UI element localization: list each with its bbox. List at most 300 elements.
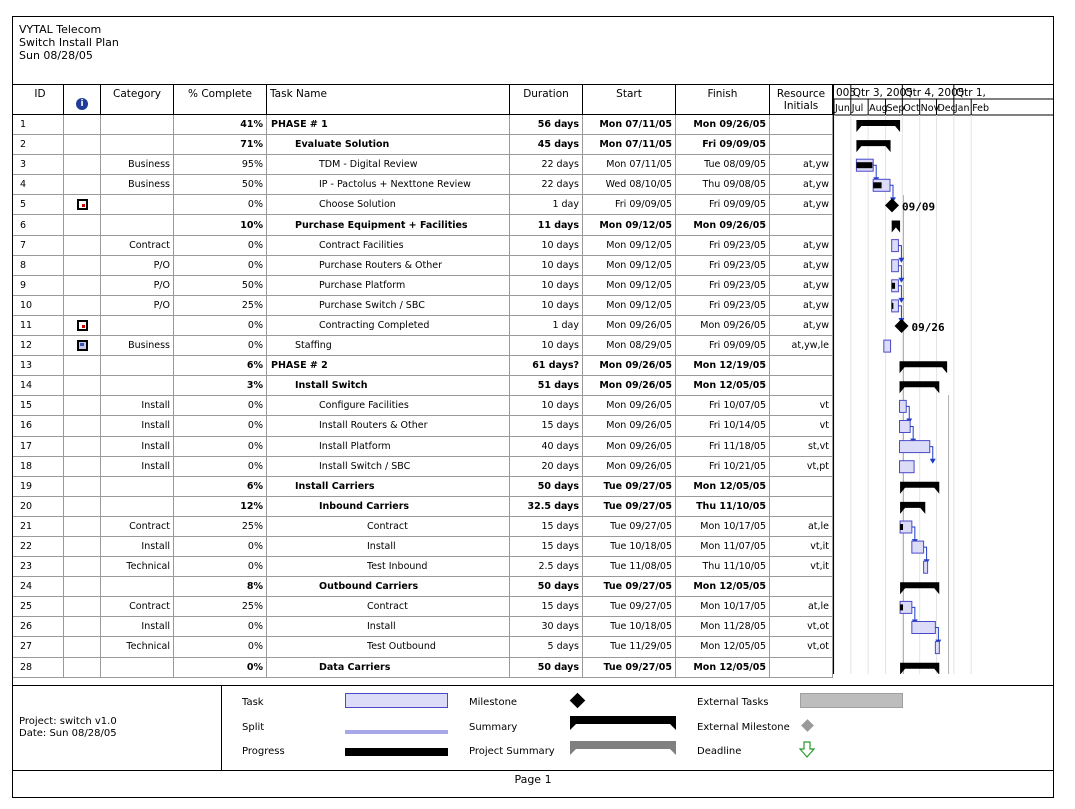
cell-id: 5 bbox=[13, 195, 64, 214]
cell-indicator bbox=[64, 155, 101, 174]
cell-duration: 45 days bbox=[510, 135, 583, 154]
cell-task-name[interactable]: Data Carriers bbox=[267, 658, 510, 677]
task-bar bbox=[935, 642, 939, 654]
cell-task-name[interactable]: Install bbox=[267, 617, 510, 636]
cell-category: Business bbox=[101, 175, 174, 194]
cell-start: Mon 09/26/05 bbox=[583, 457, 676, 476]
cell-id: 19 bbox=[13, 477, 64, 496]
cell-finish: Fri 10/21/05 bbox=[676, 457, 770, 476]
cell-resource bbox=[770, 477, 833, 496]
cell-percent: 0% bbox=[174, 658, 267, 677]
cell-id: 25 bbox=[13, 597, 64, 616]
cell-id: 11 bbox=[13, 316, 64, 335]
legend-milestone-label: Milestone bbox=[469, 697, 518, 708]
cell-category bbox=[101, 658, 174, 677]
cell-duration: 10 days bbox=[510, 396, 583, 415]
cell-percent: 50% bbox=[174, 175, 267, 194]
cell-percent: 0% bbox=[174, 236, 267, 255]
cell-start: Mon 07/11/05 bbox=[583, 115, 676, 134]
cell-finish: Fri 10/14/05 bbox=[676, 416, 770, 435]
task-bar bbox=[900, 461, 915, 473]
calendar-icon[interactable] bbox=[77, 340, 88, 351]
cell-finish: Fri 09/09/05 bbox=[676, 135, 770, 154]
cell-indicator bbox=[64, 517, 101, 536]
cell-indicator bbox=[64, 215, 101, 234]
cell-percent: 8% bbox=[174, 577, 267, 596]
cell-category: Install bbox=[101, 437, 174, 456]
cell-indicator bbox=[64, 195, 101, 214]
cell-resource bbox=[770, 115, 833, 134]
table-row[interactable] bbox=[13, 457, 833, 477]
cell-task-name[interactable]: Contracting Completed bbox=[267, 316, 510, 335]
cell-task-name[interactable]: Install Routers & Other bbox=[267, 416, 510, 435]
task-bar bbox=[892, 240, 899, 252]
task-progress bbox=[892, 303, 894, 309]
col-percent-complete[interactable]: % Complete bbox=[174, 85, 267, 114]
table-row[interactable] bbox=[13, 416, 833, 436]
cell-indicator bbox=[64, 477, 101, 496]
legend-task-label: Task bbox=[242, 697, 264, 708]
task-progress bbox=[900, 524, 903, 530]
task-progress bbox=[892, 283, 895, 289]
cell-start: Tue 10/18/05 bbox=[583, 617, 676, 636]
cell-resource bbox=[770, 577, 833, 596]
table-row[interactable] bbox=[13, 376, 833, 396]
table-row[interactable] bbox=[13, 276, 833, 296]
summary-bar bbox=[856, 120, 900, 132]
cell-id: 6 bbox=[13, 215, 64, 234]
cell-percent: 0% bbox=[174, 336, 267, 355]
cell-resource bbox=[770, 135, 833, 154]
col-resource-initials[interactable]: Resource Initials bbox=[770, 85, 833, 114]
cell-category bbox=[101, 135, 174, 154]
cell-percent: 0% bbox=[174, 416, 267, 435]
cell-start: Tue 11/08/05 bbox=[583, 557, 676, 576]
cell-percent: 0% bbox=[174, 457, 267, 476]
cell-indicator bbox=[64, 316, 101, 335]
table-row[interactable] bbox=[13, 658, 833, 678]
cell-percent: 25% bbox=[174, 597, 267, 616]
cell-indicator bbox=[64, 437, 101, 456]
cell-finish: Mon 11/28/05 bbox=[676, 617, 770, 636]
cell-task-name[interactable]: TDM - Digital Review bbox=[267, 155, 510, 174]
cell-id: 22 bbox=[13, 537, 64, 556]
table-row[interactable] bbox=[13, 477, 833, 497]
legend bbox=[13, 685, 1053, 771]
cell-resource: at,le bbox=[770, 597, 833, 616]
quarter-label: 005 bbox=[836, 87, 857, 99]
cell-duration: 1 day bbox=[510, 195, 583, 214]
cell-category bbox=[101, 497, 174, 516]
cell-finish: Fri 09/09/05 bbox=[676, 336, 770, 355]
cell-duration: 61 days? bbox=[510, 356, 583, 375]
cell-finish: Mon 12/19/05 bbox=[676, 356, 770, 375]
cell-id: 9 bbox=[13, 276, 64, 295]
cell-resource bbox=[770, 658, 833, 677]
cell-task-name[interactable]: Staffing bbox=[267, 336, 510, 355]
cell-indicator bbox=[64, 396, 101, 415]
cell-percent: 0% bbox=[174, 557, 267, 576]
cell-category: Install bbox=[101, 416, 174, 435]
table-row[interactable] bbox=[13, 537, 833, 557]
cell-category bbox=[101, 356, 174, 375]
table-row[interactable] bbox=[13, 296, 833, 316]
cell-id: 7 bbox=[13, 236, 64, 255]
legend-external-tasks-label: External Tasks bbox=[697, 697, 769, 708]
cell-duration: 50 days bbox=[510, 577, 583, 596]
cell-resource: at,le bbox=[770, 517, 833, 536]
cell-start: Mon 09/26/05 bbox=[583, 376, 676, 395]
cell-category bbox=[101, 215, 174, 234]
cell-id: 21 bbox=[13, 517, 64, 536]
cell-resource: at,yw bbox=[770, 175, 833, 194]
cell-percent: 71% bbox=[174, 135, 267, 154]
cell-start: Mon 09/12/05 bbox=[583, 236, 676, 255]
cell-category: Business bbox=[101, 336, 174, 355]
cell-finish: Tue 08/09/05 bbox=[676, 155, 770, 174]
cell-resource: vt,ot bbox=[770, 637, 833, 656]
cell-percent: 0% bbox=[174, 316, 267, 335]
task-bar bbox=[912, 541, 924, 553]
cell-indicator bbox=[64, 135, 101, 154]
cell-finish: Thu 11/10/05 bbox=[676, 557, 770, 576]
table-row[interactable] bbox=[13, 256, 833, 276]
cell-resource: vt,pt bbox=[770, 457, 833, 476]
cell-indicator bbox=[64, 537, 101, 556]
report-date: Sun 08/28/05 bbox=[19, 49, 93, 62]
cell-percent: 0% bbox=[174, 437, 267, 456]
cell-id: 1 bbox=[13, 115, 64, 134]
legend-milestone-swatch bbox=[570, 693, 586, 709]
info-icon: i bbox=[76, 98, 88, 110]
cell-duration: 51 days bbox=[510, 376, 583, 395]
cell-indicator bbox=[64, 457, 101, 476]
cell-finish: Fri 09/23/05 bbox=[676, 296, 770, 315]
cell-duration: 2.5 days bbox=[510, 557, 583, 576]
cell-id: 2 bbox=[13, 135, 64, 154]
legend-project-info bbox=[19, 716, 117, 740]
cell-resource: vt bbox=[770, 396, 833, 415]
cell-finish: Mon 12/05/05 bbox=[676, 477, 770, 496]
cell-indicator bbox=[64, 617, 101, 636]
month-label: Feb bbox=[972, 103, 990, 114]
task-rows bbox=[13, 115, 833, 678]
cell-start: Mon 09/26/05 bbox=[583, 416, 676, 435]
cell-start: Mon 09/12/05 bbox=[583, 256, 676, 275]
cell-category: Install bbox=[101, 617, 174, 636]
cell-task-name[interactable]: Evaluate Solution bbox=[267, 135, 510, 154]
milestone-diamond bbox=[885, 198, 899, 212]
cell-task-name[interactable]: IP - Pactolus + Nexttone Review bbox=[267, 175, 510, 194]
cell-id: 20 bbox=[13, 497, 64, 516]
task-bar bbox=[900, 421, 911, 433]
month-label: Jan bbox=[954, 103, 970, 114]
cell-category bbox=[101, 316, 174, 335]
cell-start: Mon 09/12/05 bbox=[583, 296, 676, 315]
cell-resource bbox=[770, 356, 833, 375]
cell-resource: at,yw,le bbox=[770, 336, 833, 355]
cell-duration: 15 days bbox=[510, 517, 583, 536]
cell-category bbox=[101, 115, 174, 134]
cell-indicator bbox=[64, 597, 101, 616]
cell-start: Mon 08/29/05 bbox=[583, 336, 676, 355]
cell-duration: 30 days bbox=[510, 617, 583, 636]
task-bar bbox=[912, 622, 936, 634]
task-progress bbox=[856, 162, 872, 168]
note-icon[interactable] bbox=[77, 320, 88, 331]
task-bar bbox=[900, 441, 930, 453]
cell-id: 17 bbox=[13, 437, 64, 456]
cell-task-name[interactable]: Purchase Equipment + Facilities bbox=[267, 215, 510, 234]
cell-indicator bbox=[64, 356, 101, 375]
quarter-label: Qtr 3, 2005 bbox=[852, 87, 913, 99]
table-row[interactable] bbox=[13, 215, 833, 235]
table-row[interactable] bbox=[13, 497, 833, 517]
cell-category: Install bbox=[101, 396, 174, 415]
cell-task-name[interactable]: Outbound Carriers bbox=[267, 577, 510, 596]
table-row[interactable] bbox=[13, 316, 833, 336]
cell-percent: 25% bbox=[174, 296, 267, 315]
table-row[interactable] bbox=[13, 175, 833, 195]
cell-category: P/O bbox=[101, 276, 174, 295]
cell-id: 3 bbox=[13, 155, 64, 174]
cell-finish: Fri 09/09/05 bbox=[676, 195, 770, 214]
col-id[interactable]: ID bbox=[13, 85, 64, 114]
legend-date: Date: Sun 08/28/05 bbox=[19, 728, 117, 739]
milestone-label: 09/09 bbox=[902, 200, 936, 214]
task-table bbox=[13, 84, 833, 678]
cell-task-name[interactable]: Install Platform bbox=[267, 437, 510, 456]
cell-start: Mon 09/12/05 bbox=[583, 215, 676, 234]
month-label: Nov bbox=[920, 103, 940, 114]
cell-id: 13 bbox=[13, 356, 64, 375]
cell-percent: 0% bbox=[174, 256, 267, 275]
cell-percent: 0% bbox=[174, 396, 267, 415]
task-bar bbox=[884, 340, 891, 352]
cell-resource: at,yw bbox=[770, 195, 833, 214]
cell-duration: 15 days bbox=[510, 537, 583, 556]
cell-finish: Mon 10/17/05 bbox=[676, 517, 770, 536]
col-start[interactable]: Start bbox=[583, 85, 676, 114]
cell-percent: 95% bbox=[174, 155, 267, 174]
dependency-arrowhead bbox=[930, 459, 936, 464]
cell-resource: vt bbox=[770, 416, 833, 435]
cell-task-name[interactable]: Install Switch bbox=[267, 376, 510, 395]
cell-category bbox=[101, 376, 174, 395]
cell-task-name[interactable]: Contract bbox=[267, 597, 510, 616]
cell-start: Tue 09/27/05 bbox=[583, 577, 676, 596]
cell-resource: vt,it bbox=[770, 557, 833, 576]
cell-percent: 6% bbox=[174, 356, 267, 375]
legend-deadline-label: Deadline bbox=[697, 746, 742, 757]
table-row[interactable] bbox=[13, 597, 833, 617]
table-row[interactable] bbox=[13, 637, 833, 657]
col-finish[interactable]: Finish bbox=[676, 85, 770, 114]
cell-duration: 50 days bbox=[510, 658, 583, 677]
table-row[interactable] bbox=[13, 517, 833, 537]
cell-category: P/O bbox=[101, 256, 174, 275]
quarter-label: Qtr 1, bbox=[955, 87, 986, 99]
cell-indicator bbox=[64, 276, 101, 295]
cell-task-name[interactable]: Test Inbound bbox=[267, 557, 510, 576]
cell-start: Mon 09/26/05 bbox=[583, 437, 676, 456]
cell-percent: 50% bbox=[174, 276, 267, 295]
cell-finish: Mon 09/26/05 bbox=[676, 215, 770, 234]
cell-percent: 25% bbox=[174, 517, 267, 536]
note-icon[interactable] bbox=[77, 199, 88, 210]
legend-project-summary-swatch bbox=[570, 741, 676, 757]
table-row[interactable] bbox=[13, 195, 833, 215]
cell-start: Tue 09/27/05 bbox=[583, 477, 676, 496]
legend-split-swatch bbox=[345, 730, 448, 734]
cell-task-name[interactable]: Install bbox=[267, 537, 510, 556]
cell-finish: Fri 09/23/05 bbox=[676, 276, 770, 295]
cell-resource: at,yw bbox=[770, 316, 833, 335]
cell-duration: 22 days bbox=[510, 175, 583, 194]
milestone-label: 09/26 bbox=[911, 321, 945, 334]
cell-id: 12 bbox=[13, 336, 64, 355]
col-category[interactable]: Category bbox=[101, 85, 174, 114]
cell-duration: 10 days bbox=[510, 236, 583, 255]
cell-percent: 0% bbox=[174, 637, 267, 656]
table-row[interactable] bbox=[13, 617, 833, 637]
cell-duration: 10 days bbox=[510, 336, 583, 355]
table-row[interactable] bbox=[13, 336, 833, 356]
cell-id: 8 bbox=[13, 256, 64, 275]
cell-id: 28 bbox=[13, 658, 64, 677]
cell-resource bbox=[770, 497, 833, 516]
month-label: Oct bbox=[903, 103, 920, 114]
task-progress bbox=[873, 182, 881, 188]
cell-indicator bbox=[64, 637, 101, 656]
task-bar bbox=[892, 260, 899, 272]
cell-category: Contract bbox=[101, 517, 174, 536]
month-label: Aug bbox=[869, 103, 888, 114]
cell-indicator bbox=[64, 236, 101, 255]
cell-indicator bbox=[64, 416, 101, 435]
cell-category: Install bbox=[101, 457, 174, 476]
cell-duration: 32.5 days bbox=[510, 497, 583, 516]
cell-percent: 0% bbox=[174, 195, 267, 214]
task-progress bbox=[900, 604, 903, 610]
deadline-arrow-icon bbox=[799, 741, 815, 759]
cell-finish: Mon 09/26/05 bbox=[676, 115, 770, 134]
cell-percent: 41% bbox=[174, 115, 267, 134]
cell-duration: 10 days bbox=[510, 256, 583, 275]
cell-task-name[interactable]: Contract Facilities bbox=[267, 236, 510, 255]
table-row[interactable] bbox=[13, 135, 833, 155]
table-row[interactable] bbox=[13, 155, 833, 175]
cell-percent: 3% bbox=[174, 376, 267, 395]
cell-resource: st,vt bbox=[770, 437, 833, 456]
cell-category: Technical bbox=[101, 557, 174, 576]
cell-start: Mon 09/26/05 bbox=[583, 316, 676, 335]
cell-duration: 22 days bbox=[510, 155, 583, 174]
table-row[interactable] bbox=[13, 356, 833, 376]
table-row[interactable] bbox=[13, 577, 833, 597]
cell-category: Business bbox=[101, 155, 174, 174]
cell-task-name[interactable]: Install Carriers bbox=[267, 477, 510, 496]
cell-start: Fri 09/09/05 bbox=[583, 195, 676, 214]
plan-title: Switch Install Plan bbox=[19, 36, 119, 49]
cell-finish: Fri 10/07/05 bbox=[676, 396, 770, 415]
cell-finish: Fri 11/18/05 bbox=[676, 437, 770, 456]
cell-percent: 0% bbox=[174, 617, 267, 636]
table-row[interactable] bbox=[13, 236, 833, 256]
col-task-name[interactable]: Task Name bbox=[267, 85, 510, 114]
cell-percent: 12% bbox=[174, 497, 267, 516]
cell-indicator bbox=[64, 296, 101, 315]
table-row[interactable] bbox=[13, 396, 833, 416]
cell-start: Tue 11/29/05 bbox=[583, 637, 676, 656]
cell-task-name[interactable]: Purchase Routers & Other bbox=[267, 256, 510, 275]
cell-resource: at,yw bbox=[770, 236, 833, 255]
cell-duration: 11 days bbox=[510, 215, 583, 234]
cell-start: Mon 09/12/05 bbox=[583, 276, 676, 295]
cell-id: 18 bbox=[13, 457, 64, 476]
task-bar bbox=[900, 400, 907, 412]
cell-duration: 20 days bbox=[510, 457, 583, 476]
cell-task-name[interactable]: Purchase Switch / SBC bbox=[267, 296, 510, 315]
cell-resource: at,yw bbox=[770, 296, 833, 315]
cell-task-name[interactable]: Purchase Platform bbox=[267, 276, 510, 295]
cell-finish: Mon 12/05/05 bbox=[676, 637, 770, 656]
cell-start: Mon 07/11/05 bbox=[583, 135, 676, 154]
table-row[interactable] bbox=[13, 557, 833, 577]
cell-finish: Mon 11/07/05 bbox=[676, 537, 770, 556]
cell-resource: vt,ot bbox=[770, 617, 833, 636]
cell-id: 23 bbox=[13, 557, 64, 576]
cell-indicator bbox=[64, 175, 101, 194]
cell-duration: 15 days bbox=[510, 416, 583, 435]
cell-task-name[interactable]: PHASE # 2 bbox=[267, 356, 510, 375]
col-duration[interactable]: Duration bbox=[510, 85, 583, 114]
cell-indicator bbox=[64, 497, 101, 516]
cell-finish: Fri 09/23/05 bbox=[676, 256, 770, 275]
cell-task-name[interactable]: PHASE # 1 bbox=[267, 115, 510, 134]
cell-finish: Mon 09/26/05 bbox=[676, 316, 770, 335]
cell-duration: 10 days bbox=[510, 296, 583, 315]
cell-id: 16 bbox=[13, 416, 64, 435]
month-label: Sep bbox=[886, 103, 905, 114]
cell-id: 26 bbox=[13, 617, 64, 636]
legend-external-milestone-label: External Milestone bbox=[697, 722, 790, 733]
month-label: Jul bbox=[851, 103, 864, 114]
legend-summary-label: Summary bbox=[469, 722, 518, 733]
cell-task-name[interactable]: Install Switch / SBC bbox=[267, 457, 510, 476]
cell-start: Tue 10/18/05 bbox=[583, 537, 676, 556]
gantt-chart bbox=[833, 84, 1054, 674]
col-indicators[interactable] bbox=[64, 85, 101, 114]
cell-resource bbox=[770, 215, 833, 234]
summary-bar bbox=[900, 361, 948, 373]
cell-task-name[interactable]: Choose Solution bbox=[267, 195, 510, 214]
table-row[interactable] bbox=[13, 437, 833, 457]
cell-duration: 1 day bbox=[510, 316, 583, 335]
cell-category: Contract bbox=[101, 236, 174, 255]
cell-id: 27 bbox=[13, 637, 64, 656]
cell-finish: Mon 12/05/05 bbox=[676, 577, 770, 596]
cell-finish: Fri 09/23/05 bbox=[676, 236, 770, 255]
cell-task-name[interactable]: Configure Facilities bbox=[267, 396, 510, 415]
cell-finish: Thu 09/08/05 bbox=[676, 175, 770, 194]
cell-id: 10 bbox=[13, 296, 64, 315]
cell-indicator bbox=[64, 115, 101, 134]
cell-task-name[interactable]: Inbound Carriers bbox=[267, 497, 510, 516]
table-row[interactable] bbox=[13, 115, 833, 135]
cell-task-name[interactable]: Test Outbound bbox=[267, 637, 510, 656]
cell-task-name[interactable]: Contract bbox=[267, 517, 510, 536]
